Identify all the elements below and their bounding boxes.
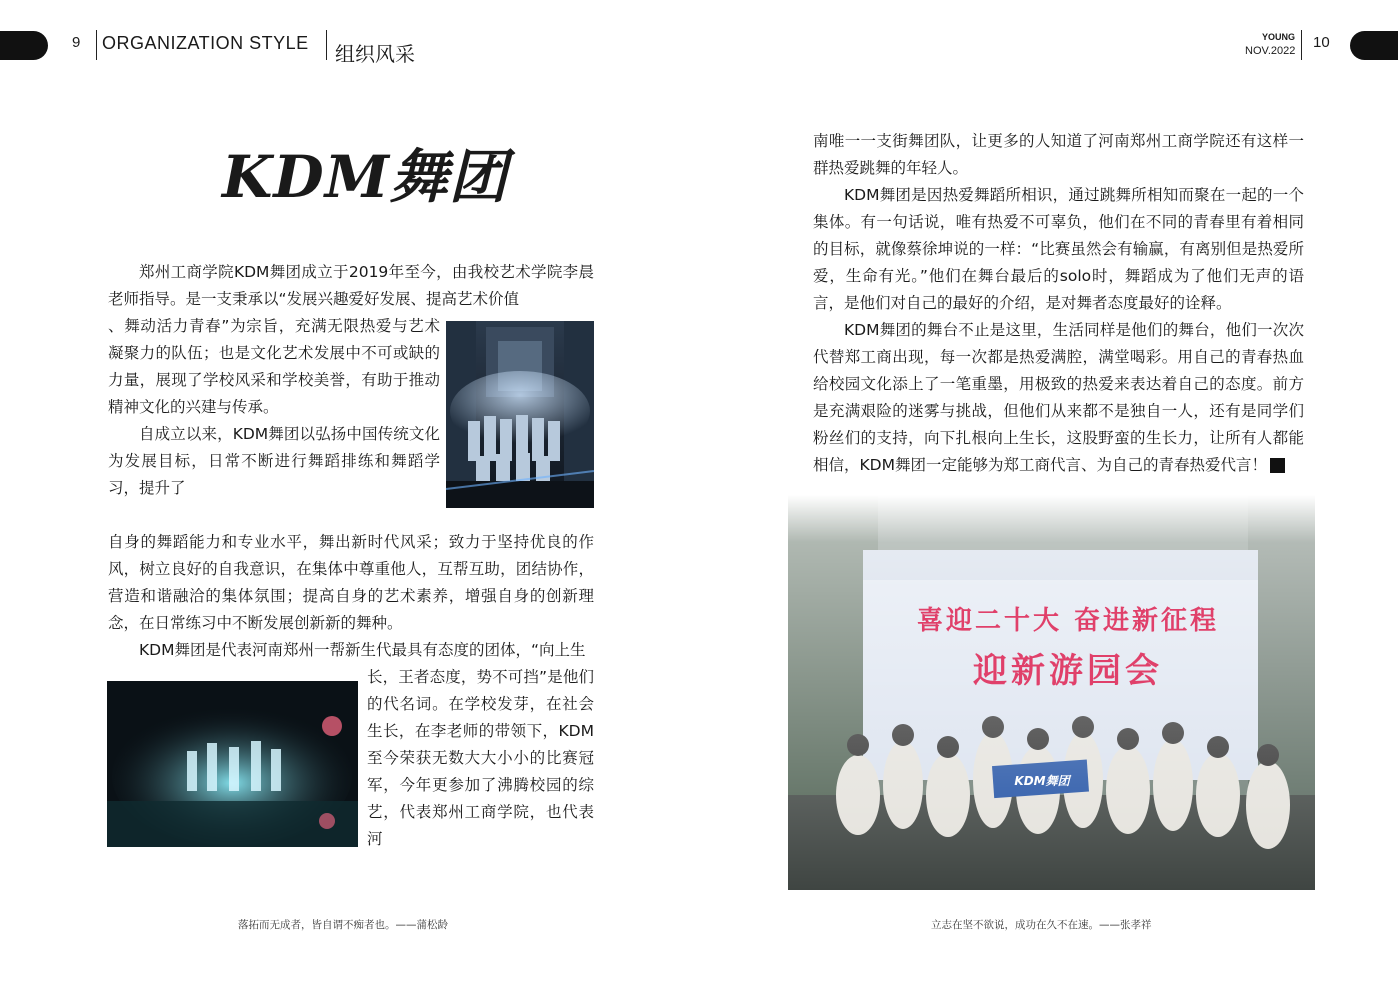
left-column-text-bottom-wrap [367,664,594,853]
group-photo [788,495,1315,890]
stage-dance-illustration [446,321,594,508]
left-column-text-middle [108,529,594,637]
right-page-tab [1350,31,1398,60]
section-title-cn: 组织风采 [335,42,415,66]
banner-slogan: 喜迎二十大 奋进新征程 [916,606,1220,636]
paragraph-group-start: KDM舞团是代表河南郑州一帮新生代最具有态度的团体，“向上生 [139,641,586,659]
header-divider [1301,30,1302,60]
right-column-text [813,128,1309,540]
paragraph-intro-wrap: 、舞动活力青春”为宗旨，充满无限热爱与艺术凝聚力的队伍；也是文化艺术发展中不可或缺的力量，展现了学校风采和学校美誉，有助于推动精神文化的兴建与传承。 自成立以来，KDM舞团以弘扬中国传统文化为发展目标，日常不断进行舞蹈排练和舞蹈学习，提升了 [108,317,440,497]
paragraph-passion: KDM舞团是因热爱舞蹈所相识，通过跳舞所相知而聚在一起的一个集体。有一句话说，唯有热爱不可辜负，他们在不同的青春里有着相同的目标，就像蔡徐坤说的一样：“比赛虽然会有输赢，有离别但是热爱所爱，生命有光。”他们在舞台最后的solo时，舞蹈成为了他们无声的语言，是他们对自己的最好的介绍，是对舞者态度最好的诠释。 [813,186,1304,312]
left-column-text-group-start [108,637,594,664]
right-footer-quote: 立志在坚不欲说，成功在久不在速。——张孝祥 [931,919,1152,931]
team-flag-text: KDM舞团 [1014,774,1070,788]
brand-label: YOUNG [1262,32,1296,42]
header-divider [96,30,97,60]
left-column-text-top [108,259,594,313]
cyan-stage-illustration [107,681,358,847]
cyan-stage-photo [107,681,358,847]
end-mark-icon: Y [1270,458,1285,473]
left-page-number: 9 [72,34,81,51]
paragraph-stage: KDM舞团的舞台不止是这里，生活同样是他们的舞台，他们一次次代替郑工商出现，每一次都是热爱满腔，满堂喝彩。用自己的青春热血给校园文化添上了一笔重墨，用极致的热爱来表达着自己的态度。前方是充满艰险的迷雾与挑战，但他们从来都不是独自一人，还有是同学们粉丝们的支持，向下扎根向上生长，这股野蛮的生长力，让所有人都能相信，KDM舞团一定能够为郑工商代言、为自己的青春热爱代言！ Y [813,321,1309,474]
paragraph-intro-start: 郑州工商学院KDM舞团成立于2019年至今，由我校艺术学院李晨老师指导。是一支秉承以“发展兴趣爱好发展、提高艺术价值 [108,263,594,308]
paragraph-continuation: 南唯一一支街舞团队，让更多的人知道了河南郑州工商学院还有这样一群热爱跳舞的年轻人。 [813,132,1304,177]
right-page-number: 10 [1313,34,1330,51]
banner-event-title: 迎新游园会 [973,651,1163,691]
stage-dance-photo [446,321,594,508]
article-title: KDM舞团 [222,143,508,211]
header-divider [326,30,327,60]
paragraph-development: 自身的舞蹈能力和专业水平，舞出新时代风采；致力于坚持优良的作风，树立良好的自我意识，在集体中尊重他人，互帮互助，团结协作，营造和谐融洽的集体氛围；提高自身的艺术素养，增强自身的创新理念，在日常练习中不断发展创新新的舞种。 [108,533,594,632]
paragraph-group-end: 长，王者态度，势不可挡”是他们的代名词。在学校发芽，在社会生长，在李老师的带领下，KDM至今荣获无数大大小小的比赛冠军，今年更参加了沸腾校园的综艺，代表郑州工商学院，也代表河 [367,668,594,848]
issue-date: NOV.2022 [1245,45,1296,57]
group-photo-illustration [788,495,1315,890]
left-column-text-wrap [108,313,440,529]
section-title-en: ORGANIZATION STYLE [102,33,309,53]
left-footer-quote: 落拓而无成者，皆自谓不痴者也。——蒲松龄 [238,919,448,931]
left-page-tab [0,31,48,60]
